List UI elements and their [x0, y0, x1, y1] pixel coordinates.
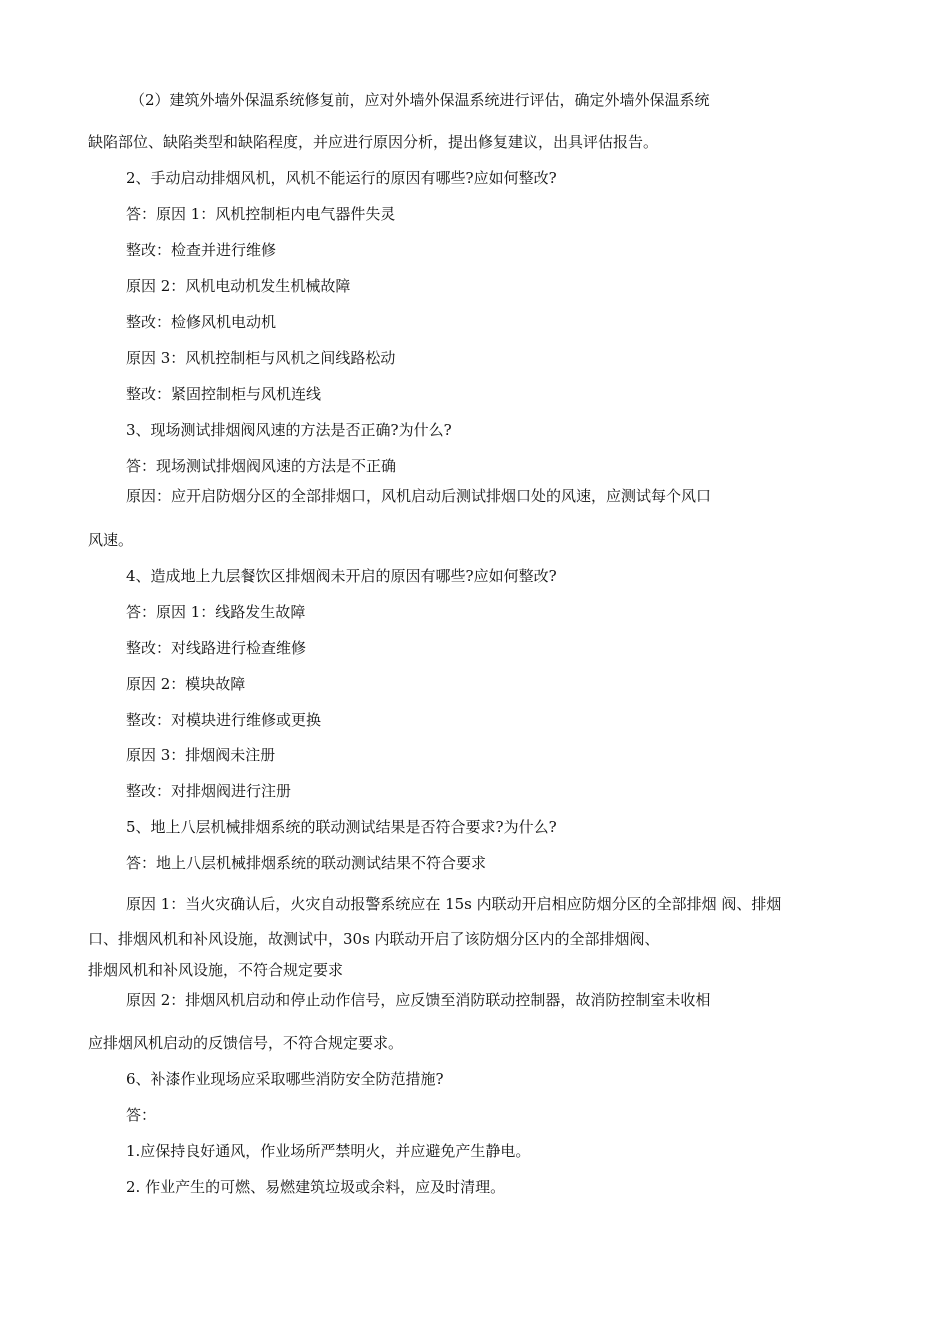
answer-line: 口、排烟风机和补风设施，故测试中，30s 内联动开启了该防烟分区内的全部排烟阀、 — [88, 930, 660, 948]
answer-line: 整改：对排烟阀进行注册 — [126, 782, 292, 800]
question-heading: 3、现场测试排烟阀风速的方法是否正确?为什么? — [126, 421, 452, 439]
answer-line: 原因 1：当火灾确认后，火灾自动报警系统应在 15s 内联动开启相应防烟分区的全部排烟 阀、排烟 — [126, 895, 782, 913]
answer-line: 答：原因 1：线路发生故障 — [126, 603, 306, 621]
answer-line: 整改：检查并进行维修 — [126, 241, 277, 259]
answer-line: 整改：对线路进行检查维修 — [126, 639, 307, 657]
answer-line: 原因：应开启防烟分区的全部排烟口，风机启动后测试排烟口处的风速，应测试每个风口 — [126, 487, 712, 505]
answer-line: 答：地上八层机械排烟系统的联动测试结果不符合要求 — [126, 854, 487, 872]
answer-line: 答： — [126, 1106, 157, 1124]
answer-line: 整改：检修风机电动机 — [126, 313, 277, 331]
answer-line: 风速。 — [88, 531, 134, 549]
answer-line: 答：现场测试排烟阀风速的方法是不正确 — [126, 457, 397, 475]
answer-line: 应排烟风机启动的反馈信号，不符合规定要求。 — [88, 1034, 404, 1052]
answer-line: 原因 3：风机控制柜与风机之间线路松动 — [126, 349, 396, 367]
answer-line: 2. 作业产生的可燃、易燃建筑垃圾或余料，应及时清理。 — [126, 1178, 506, 1196]
question-heading: 2、手动启动排烟风机，风机不能运行的原因有哪些?应如何整改? — [126, 169, 557, 187]
answer-line: 整改：对模块进行维修或更换 — [126, 711, 322, 729]
answer-line: 1.应保持良好通风，作业场所严禁明火，并应避免产生静电。 — [126, 1142, 531, 1160]
answer-line: 原因 2：模块故障 — [126, 675, 246, 693]
answer-line: 整改：紧固控制柜与风机连线 — [126, 385, 322, 403]
answer-line: 原因 2：风机电动机发生机械故障 — [126, 277, 351, 295]
paragraph-line: （2）建筑外墙外保温系统修复前，应对外墙外保温系统进行评估，确定外墙外保温系统 — [130, 91, 710, 109]
question-heading: 5、地上八层机械排烟系统的联动测试结果是否符合要求?为什么? — [126, 818, 557, 836]
answer-line: 原因 3：排烟阀未注册 — [126, 746, 276, 764]
paragraph-line: 缺陷部位、缺陷类型和缺陷程度，并应进行原因分析，提出修复建议，出具评估报告。 — [88, 133, 659, 151]
question-heading: 4、造成地上九层餐饮区排烟阀未开启的原因有哪些?应如何整改? — [126, 567, 557, 585]
answer-line: 答：原因 1：风机控制柜内电气器件失灵 — [126, 205, 396, 223]
answer-line: 原因 2：排烟风机启动和停止动作信号，应反馈至消防联动控制器，故消防控制室未收相 — [126, 991, 711, 1009]
answer-line: 排烟风机和补风设施，不符合规定要求 — [88, 961, 344, 979]
question-heading: 6、补漆作业现场应采取哪些消防安全防范措施? — [126, 1070, 444, 1088]
